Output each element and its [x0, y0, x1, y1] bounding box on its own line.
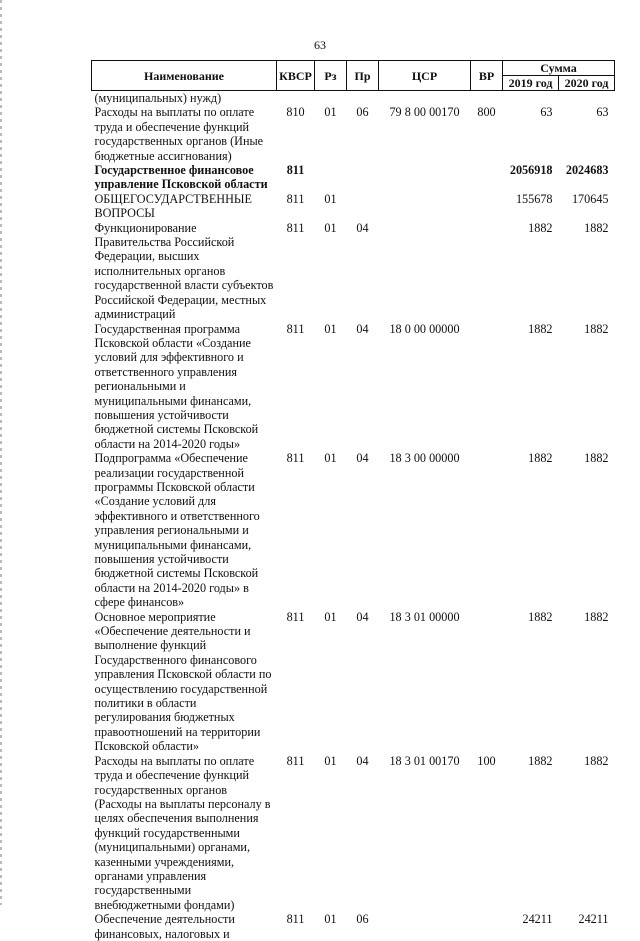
header-kvsr: КВСР: [277, 61, 315, 91]
row-amount-2019: 63: [540, 105, 553, 120]
row-pr: 04: [356, 753, 369, 768]
row-kvsr: 811: [286, 451, 305, 466]
header-csr: ЦСР: [379, 61, 471, 91]
row-name: Государственная программа Псковской области «Создание условий для эффективного и ответственного управления региональными и муниципальными финансами, повышения устойчивости бюджетной системы Псковской области на 2014-2020 годы»: [94, 321, 259, 451]
row-vr: [471, 451, 503, 609]
row-amount-2020: 24211: [578, 912, 609, 927]
row-amount-2020: 170645: [571, 191, 609, 206]
header-name: Наименование: [92, 61, 277, 91]
row-name: Расходы на выплаты по оплате труда и обеспечение функций государственных органов (Расходы на выплаты персоналу в целях обеспечения выполнения функций государственными (муниципальными) органами, казенными учреждениями, органами управления государственными внебюджетными фондами): [94, 753, 271, 912]
row-name: Подпрограмма «Обеспечение реализации государственной программы Псковской области «Создание условий для эффективного и ответственного управления региональными и муниципальными финансами, повышения устойчивости бюджетной системы Псковской области на 2014-2020 годы» в сфере финансов»: [94, 451, 260, 610]
table-row: [92, 105, 615, 163]
row-vr: [471, 221, 503, 322]
row-amount-2020: 1882: [584, 220, 609, 235]
row-amount-2019: 155678: [515, 191, 553, 206]
row-pr: [347, 91, 379, 106]
header-pr: Пр: [347, 61, 379, 91]
row-kvsr: 811: [286, 220, 305, 235]
row-name: Обеспечение деятельности финансовых, налоговых и: [94, 912, 235, 941]
row-vr: [471, 322, 503, 452]
row-pr: 04: [356, 609, 369, 624]
row-csr: [379, 192, 471, 221]
row-csr: 79 8 00 00170: [389, 105, 460, 120]
row-csr: 18 3 01 00170: [389, 753, 460, 768]
row-kvsr: 811: [286, 321, 305, 336]
row-rz: 01: [324, 321, 337, 336]
row-kvsr: 811: [286, 753, 305, 768]
row-amount-2020: 1882: [584, 321, 609, 336]
row-amount-2019: 24211: [522, 912, 553, 927]
row-vr: [471, 192, 503, 221]
row-name: ОБЩЕГОСУДАРСТВЕННЫЕ ВОПРОСЫ: [94, 191, 252, 221]
table-row: [92, 322, 615, 452]
row-csr: [379, 91, 471, 106]
row-csr: [379, 221, 471, 322]
row-amount-2019: 1882: [528, 220, 553, 235]
row-rz: 01: [324, 609, 337, 624]
row-amount-2019: 1882: [528, 609, 553, 624]
row-vr: [471, 91, 503, 106]
row-amount-2019: [503, 91, 559, 106]
header-vr: ВР: [471, 61, 503, 91]
row-kvsr: 810: [286, 105, 305, 120]
row-rz: [315, 163, 347, 192]
row-csr: 18 0 00 00000: [389, 321, 460, 336]
row-pr: 04: [356, 321, 369, 336]
row-rz: 01: [324, 912, 337, 927]
row-csr: 18 3 00 00000: [389, 451, 460, 466]
row-rz: 01: [324, 105, 337, 120]
row-amount-2019: 1882: [528, 321, 553, 336]
table-row: [92, 754, 615, 912]
table-row: [92, 610, 615, 754]
page-number: 63: [314, 38, 326, 52]
header-year-2020: 2020 год: [559, 76, 615, 91]
row-pr: 06: [356, 105, 369, 120]
header-year-2019: 2019 год: [503, 76, 559, 91]
row-kvsr: 811: [286, 609, 305, 624]
table-row: [92, 192, 615, 221]
header-sum: Сумма: [503, 61, 615, 76]
row-rz: 01: [324, 451, 337, 466]
row-amount-2020: 1882: [584, 753, 609, 768]
row-csr: 18 3 01 00000: [389, 609, 460, 624]
row-vr: 100: [477, 753, 496, 768]
row-kvsr: 811: [286, 163, 305, 178]
row-pr: 04: [356, 220, 369, 235]
row-pr: [347, 163, 379, 192]
row-amount-2020: 63: [596, 105, 609, 120]
row-amount-2019: 1882: [528, 753, 553, 768]
table-header: [92, 61, 615, 91]
row-kvsr: 811: [286, 191, 305, 206]
table-row: [92, 451, 615, 609]
row-name: (муниципальных) нужд): [94, 91, 222, 105]
row-kvsr: 811: [286, 912, 305, 927]
row-vr: [471, 912, 503, 941]
row-name: Государственное финансовое управление Псковской области: [94, 163, 268, 192]
row-vr: 800: [477, 105, 496, 120]
budget-table: [91, 60, 615, 941]
row-kvsr: [277, 91, 315, 106]
row-name: Расходы на выплаты по оплате труда и обеспечение функций государственных органов (Иные бюджетные ассигнования): [94, 105, 264, 163]
row-vr: [471, 610, 503, 754]
row-rz: [315, 91, 347, 106]
row-pr: [347, 192, 379, 221]
row-amount-2020: [559, 91, 615, 106]
row-csr: [379, 163, 471, 192]
row-amount-2019: 1882: [528, 451, 553, 466]
scan-edge-decoration: [0, 0, 2, 905]
row-name: Функционирование Правительства Российской Федерации, высших исполнительных органов государственной власти субъектов Российской Федерации, местных администраций: [94, 220, 274, 322]
row-rz: 01: [324, 220, 337, 235]
row-amount-2020: 2024683: [565, 163, 609, 178]
row-name: Основное мероприятие «Обеспечение деятельности и выполнение функций Государственного финансового управления Псковской области по осуществлению государственной политики в области регулирования бюджетных правоотношений на территории Псковской области»: [94, 609, 272, 754]
table-row: [92, 163, 615, 192]
row-rz: 01: [324, 753, 337, 768]
row-amount-2020: 1882: [584, 609, 609, 624]
table-body: [92, 91, 615, 941]
row-amount-2020: 1882: [584, 451, 609, 466]
header-rz: Рз: [315, 61, 347, 91]
table-row: [92, 221, 615, 322]
row-vr: [471, 163, 503, 192]
row-pr: 04: [356, 451, 369, 466]
table-row: [92, 91, 615, 106]
row-amount-2019: 2056918: [509, 163, 553, 178]
table-row: [92, 912, 615, 941]
row-csr: [379, 912, 471, 941]
row-rz: 01: [324, 191, 337, 206]
row-pr: 06: [356, 912, 369, 927]
